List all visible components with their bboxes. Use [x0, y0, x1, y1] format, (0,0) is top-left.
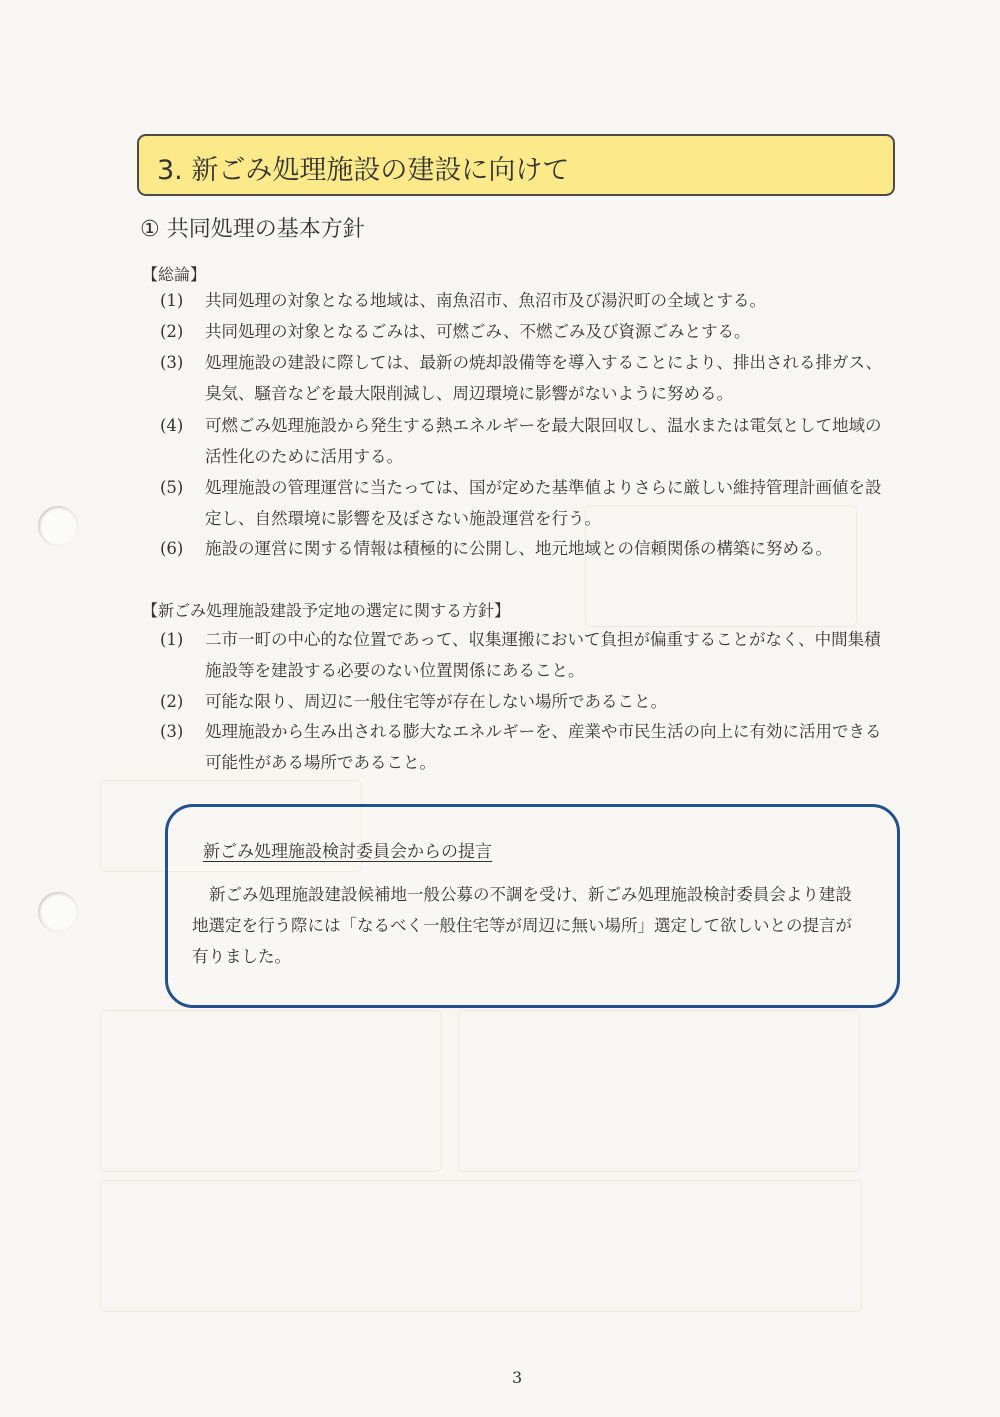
- proposal-box: [165, 804, 900, 1008]
- subsection-title: ① 共同処理の基本方針: [140, 217, 365, 242]
- proposal-title: 新ごみ処理施設検討委員会からの提言: [203, 842, 492, 862]
- item-number: (3): [160, 722, 184, 741]
- item-number: (3): [160, 353, 184, 372]
- item-text: 処理施設から生み出される膨大なエネルギーを、産業や市民生活の向上に有効に活用できる可能性がある場所であること。: [205, 722, 882, 772]
- general-item: [160, 472, 900, 534]
- item-text: 二市一町の中心的な位置であって、収集運搬において負担が偏重することがなく、中間集積施設等を建設する必要のない位置関係にあること。: [205, 630, 881, 680]
- item-text: 可燃ごみ処理施設から発生する熱エネルギーを最大限回収し、温水または電気として地域の活性化のために活用する。: [205, 416, 882, 466]
- section-title-box: [137, 134, 895, 196]
- general-item: [160, 347, 900, 409]
- item-text: 処理施設の管理運営に当たっては、国が定めた基準値よりさらに厳しい維持管理計画値を設定し、自然環境に影響を及ぼさない施設運営を行う。: [205, 478, 882, 528]
- punch-hole: [38, 506, 78, 546]
- page-number: 3: [512, 1368, 523, 1387]
- site-policy-item: [160, 624, 900, 686]
- punch-hole: [38, 892, 78, 932]
- show-through-block: [458, 1010, 860, 1172]
- site-policy-item: [160, 716, 900, 778]
- general-item: [160, 316, 900, 347]
- section-title: 3. 新ごみ処理施設の建設に向けて: [157, 155, 570, 186]
- show-through-block: [100, 1180, 862, 1312]
- general-item: [160, 533, 900, 564]
- show-through-block: [100, 1010, 442, 1172]
- item-text: 共同処理の対象となる地域は、南魚沼市、魚沼市及び湯沢町の全域とする。: [205, 291, 766, 310]
- proposal-body: 新ごみ処理施設建設候補地一般公募の不調を受け、新ごみ処理施設検討委員会より建設地選定を行う際には「なるべく一般住宅等が周辺に無い場所」選定して欲しいとの提言が有りました。: [192, 885, 852, 966]
- item-number: (5): [160, 478, 184, 497]
- item-number: (6): [160, 539, 184, 558]
- item-text: 共同処理の対象となるごみは、可燃ごみ、不燃ごみ及び資源ごみとする。: [205, 322, 751, 341]
- item-number: (2): [160, 322, 184, 341]
- item-text: 施設の運営に関する情報は積極的に公開し、地元地域との信頼関係の構築に努める。: [205, 539, 832, 558]
- item-number: (1): [160, 630, 184, 649]
- item-text: 処理施設の建設に際しては、最新の焼却設備等を導入することにより、排出される排ガス、臭気、騒音などを最大限削減し、周辺環境に影響がないように努める。: [205, 353, 882, 403]
- item-text: 可能な限り、周辺に一般住宅等が存在しない場所であること。: [205, 692, 667, 711]
- site-policy-item: [160, 686, 900, 717]
- item-number: (4): [160, 416, 184, 435]
- site-policy-heading: 【新ごみ処理施設建設予定地の選定に関する方針】: [142, 601, 511, 620]
- general-heading: 【総論】: [142, 265, 207, 284]
- general-item: [160, 285, 900, 316]
- item-number: (1): [160, 291, 184, 310]
- item-number: (2): [160, 692, 184, 711]
- general-item: [160, 410, 900, 472]
